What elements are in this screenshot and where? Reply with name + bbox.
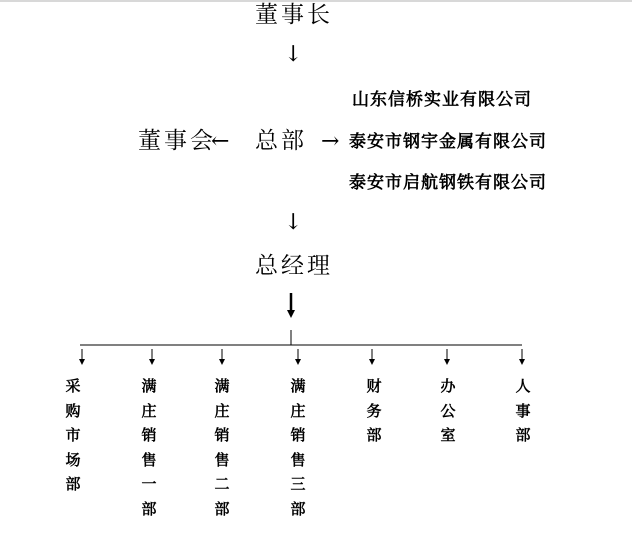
- company-3: 泰安市启航钢铁有限公司: [349, 173, 547, 193]
- chairman-node: 董事长: [255, 2, 333, 28]
- board-node: 董事会: [138, 128, 216, 154]
- dept-office: 办公室: [440, 377, 456, 444]
- dept-sales-3: 满庄销售三部: [290, 377, 306, 518]
- dept-purchasing-market: 采购市场部: [65, 377, 81, 493]
- dept-finance: 财务部: [366, 377, 382, 444]
- dept-hr: 人事部: [515, 377, 531, 444]
- dept-sales-1: 满庄销售一部: [141, 377, 157, 518]
- company-2: 泰安市钢宇金属有限公司: [349, 132, 547, 152]
- gm-node: 总经理: [255, 253, 333, 279]
- company-1: 山东信桥实业有限公司: [352, 90, 532, 110]
- chairman-down-arrow: ↓: [284, 42, 303, 67]
- left-arrow: ←: [211, 129, 230, 154]
- hq-node: 总部: [255, 128, 307, 154]
- hq-down-arrow: ↓: [284, 210, 303, 235]
- dept-sales-2: 满庄销售二部: [214, 377, 230, 518]
- right-arrow: →: [321, 129, 340, 154]
